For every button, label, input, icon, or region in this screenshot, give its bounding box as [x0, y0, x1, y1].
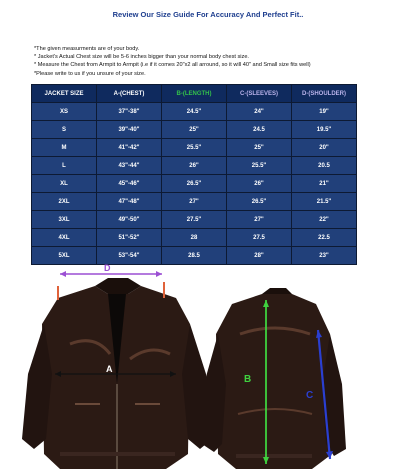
table-row — [32, 103, 357, 121]
table-cell: XL — [32, 175, 97, 193]
header-shoulder: D-(SHOULDER) — [292, 85, 357, 103]
table-cell: 41"-42" — [97, 139, 162, 157]
table-cell: 21" — [292, 175, 357, 193]
table-cell: 27.5" — [162, 211, 227, 229]
table-cell: 23" — [292, 247, 357, 265]
jacket-front-image — [22, 271, 212, 469]
note-line: * Measure the Chest from Armpit to Armpit (i.e if it comes 20"x2 all arround, so it will 40" and Small size fits well) — [34, 62, 311, 69]
table-cell: 24.5" — [162, 103, 227, 121]
table-row — [32, 247, 357, 265]
table-header-row — [32, 85, 357, 103]
table-cell: S — [32, 121, 97, 139]
note-line: *Please write to us if you unsure of your size. — [34, 70, 146, 77]
header-length: B-(LENGTH) — [162, 85, 227, 103]
label-d: D — [104, 264, 111, 273]
table-cell: 3XL — [32, 211, 97, 229]
label-b: B — [244, 374, 252, 385]
header-jacket-size: JACKET SIZE — [32, 85, 97, 103]
header-sleeves: C-(SLEEVES) — [227, 85, 292, 103]
table-row — [32, 121, 357, 139]
table-cell: 20.5 — [292, 157, 357, 175]
table-cell: 27" — [162, 193, 227, 211]
table-cell: 22.5 — [292, 229, 357, 247]
table-cell: 27.5 — [227, 229, 292, 247]
table-cell: 25" — [162, 121, 227, 139]
table-cell: 43"-44" — [97, 157, 162, 175]
jacket-back-image — [202, 288, 346, 469]
table-row — [32, 157, 357, 175]
note-line: * Jacket's Actual Chest size will be 5-6 inches bigger than your normal body chest size. — [34, 54, 249, 61]
table-row — [32, 211, 357, 229]
table-cell: 26.5" — [162, 175, 227, 193]
table-cell: 19" — [292, 103, 357, 121]
table-row — [32, 229, 357, 247]
table-cell: 53"-54" — [97, 247, 162, 265]
table-cell: XS — [32, 103, 97, 121]
table-cell: 25.5" — [227, 157, 292, 175]
table-cell: 24" — [227, 103, 292, 121]
table-cell: 22" — [292, 211, 357, 229]
table-cell: 49"-50" — [97, 211, 162, 229]
table-cell: 26.5" — [227, 193, 292, 211]
table-cell: M — [32, 139, 97, 157]
table-cell: 51"-52" — [97, 229, 162, 247]
table-cell: 27" — [227, 211, 292, 229]
size-chart-table — [31, 84, 357, 264]
table-cell: 28.5 — [162, 247, 227, 265]
table-cell: 5XL — [32, 247, 97, 265]
table-cell: 47"-48" — [97, 193, 162, 211]
table-cell: 2XL — [32, 193, 97, 211]
label-a: A — [106, 364, 113, 374]
jacket-diagram-svg — [0, 264, 416, 473]
table-cell: 20" — [292, 139, 357, 157]
note-line: *The given measurments are of your body. — [34, 46, 140, 52]
table-cell: 37"-38" — [97, 103, 162, 121]
table-cell: 28 — [162, 229, 227, 247]
label-c: C — [306, 390, 314, 401]
table-row — [32, 193, 357, 211]
size-notes — [34, 45, 374, 78]
table-row — [32, 175, 357, 193]
table-cell: 21.5" — [292, 193, 357, 211]
page-title: Review Our Size Guide For Accuracy And Perfect Fit.. — [112, 10, 304, 19]
table-cell: 45"-46" — [97, 175, 162, 193]
jacket-diagram — [0, 264, 416, 473]
table-cell: L — [32, 157, 97, 175]
table-cell: 28" — [227, 247, 292, 265]
table-cell: 25.5" — [162, 139, 227, 157]
table-cell: 39"-40" — [97, 121, 162, 139]
table-cell: 19.5" — [292, 121, 357, 139]
table-cell: 24.5 — [227, 121, 292, 139]
table-row — [32, 139, 357, 157]
table-cell: 26" — [162, 157, 227, 175]
table-cell: 25" — [227, 139, 292, 157]
table-cell: 26" — [227, 175, 292, 193]
header-chest: A-(CHEST) — [97, 85, 162, 103]
table-cell: 4XL — [32, 229, 97, 247]
